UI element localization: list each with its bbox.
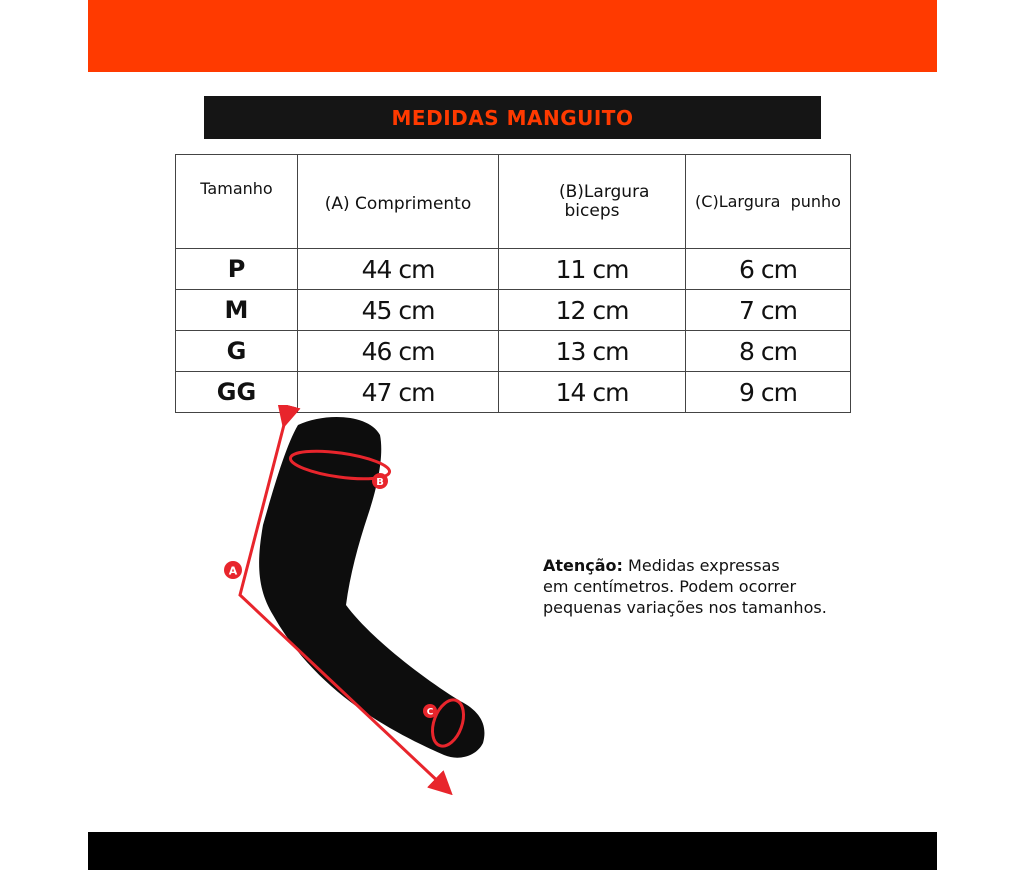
header-punho: (C)Largura punho <box>686 155 851 249</box>
title-banner <box>204 96 821 139</box>
size-cell: GG <box>176 372 298 413</box>
table-row <box>176 331 851 372</box>
header-tamanho: Tamanho <box>176 155 298 249</box>
note-line-1: Medidas expressas <box>622 556 780 575</box>
comprimento-cell: 44 cm <box>298 249 499 290</box>
header-biceps: (B)Largura biceps <box>499 155 686 249</box>
biceps-cell: 14 cm <box>499 372 686 413</box>
size-cell: G <box>176 331 298 372</box>
arm-sleeve-diagram <box>218 405 508 795</box>
header-comprimento: (A) Comprimento <box>298 155 499 249</box>
biceps-cell: 12 cm <box>499 290 686 331</box>
biceps-cell: 13 cm <box>499 331 686 372</box>
table-row <box>176 290 851 331</box>
svg-text:A: A <box>228 564 238 578</box>
biceps-cell: 11 cm <box>499 249 686 290</box>
table-row <box>176 249 851 290</box>
comprimento-cell: 46 cm <box>298 331 499 372</box>
punho-cell: 9 cm <box>686 372 851 413</box>
punho-cell: 6 cm <box>686 249 851 290</box>
note-line-2: em centímetros. Podem ocorrer <box>543 577 797 596</box>
note-line-3: pequenas variações nos tamanhos. <box>543 598 827 617</box>
comprimento-cell: 45 cm <box>298 290 499 331</box>
size-cell: P <box>176 249 298 290</box>
comprimento-cell: 47 cm <box>298 372 499 413</box>
svg-text:B: B <box>376 477 384 488</box>
size-cell: M <box>176 290 298 331</box>
label-a-badge <box>224 561 242 579</box>
top-accent-bar <box>88 0 937 72</box>
label-c-badge <box>423 704 437 718</box>
note-bold-label: Atenção: <box>543 556 623 575</box>
punho-cell: 7 cm <box>686 290 851 331</box>
label-b-badge <box>372 473 388 489</box>
bottom-dark-bar <box>88 832 937 870</box>
svg-text:C: C <box>426 707 434 718</box>
page-title: MEDIDAS MANGUITO <box>391 105 634 130</box>
punho-cell: 8 cm <box>686 331 851 372</box>
table-header-row <box>176 155 851 249</box>
arm-sleeve-shape <box>259 417 484 758</box>
measurement-note <box>543 555 873 618</box>
size-table <box>175 154 851 413</box>
